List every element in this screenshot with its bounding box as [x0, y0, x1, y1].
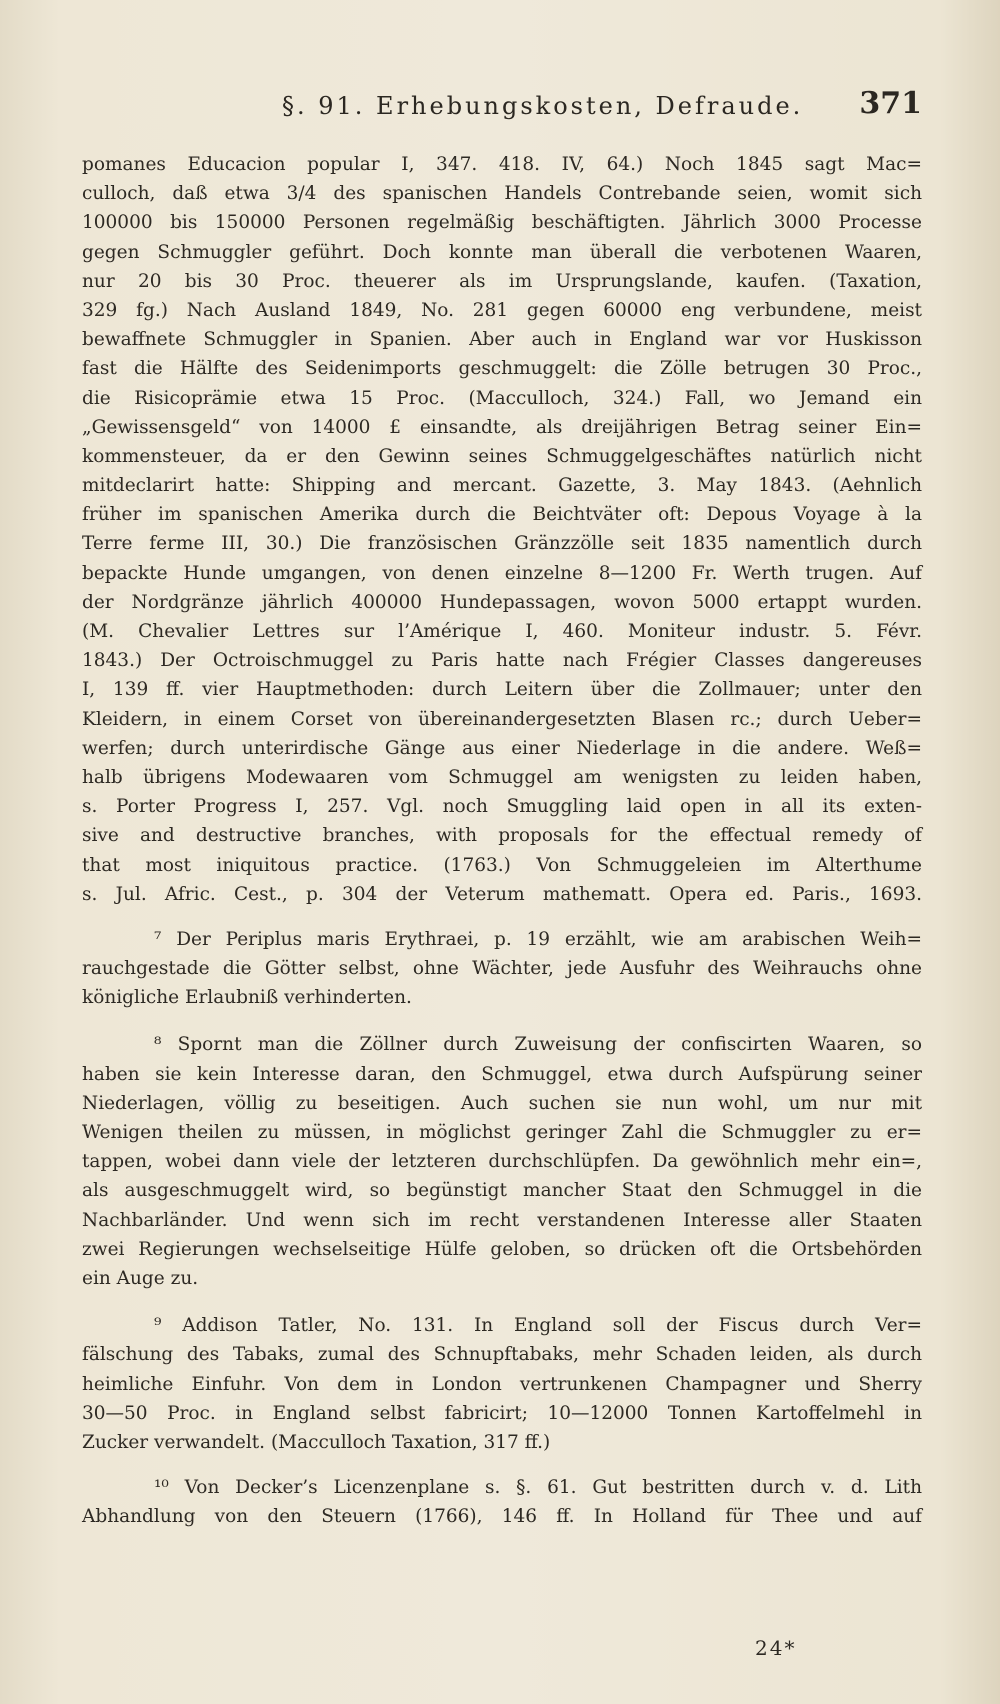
text-line: halb übrigens Modewaaren vom Schmuggel am wenigsten zu leiden haben, — [82, 766, 922, 788]
text-line: 100000 bis 150000 Personen regelmäßig beschäftigten. Jährlich 3000 Processe — [82, 212, 922, 234]
text-line: Wenigen theilen zu müssen, in möglichst geringer Zahl die Schmuggler zu er= — [82, 1122, 922, 1143]
text-line: nur 20 bis 30 Proc. theuerer als im Ursprungslande, kaufen. (Taxation, — [82, 270, 922, 292]
page-number: 371 — [859, 86, 922, 121]
text-line: gegen Schmuggler geführt. Doch konnte man überall die verbotenen Waaren, — [82, 241, 922, 263]
text-line: sive and destructive branches, with proposals for the effectual remedy of — [82, 825, 922, 847]
paragraph-continuation — [82, 150, 922, 909]
text-line: s. Jul. Afric. Cest., p. 304 der Veterum mathematt. Opera ed. Paris., 1693. — [82, 883, 922, 905]
text-line: zwei Regierungen wechselseitige Hülfe geloben, so drücken oft die Ortsbehörden — [82, 1238, 922, 1260]
text-line: bewaffnete Schmuggler in Spanien. Aber auch in England war vor Huskisson — [82, 329, 922, 351]
header-title: §. 91. Erhebungskosten, Defraude. — [282, 92, 804, 120]
text-line: werfen; durch unterirdische Gänge aus einer Niederlage in die andere. Weß= — [82, 737, 922, 759]
footnote-8 — [82, 1030, 922, 1293]
printer-signature-mark: 24* — [755, 1636, 797, 1660]
text-line: ein Auge zu. — [82, 1267, 199, 1289]
text-line: pomanes Educacion popular I, 347. 418. IV, 64.) Noch 1845 sagt Mac= — [82, 154, 922, 175]
text-line: fast die Hälfte des Seidenimports geschmuggelt: die Zölle betrugen 30 Proc., — [82, 358, 922, 380]
footnote-7 — [82, 925, 922, 1013]
text-line: mitdeclarirt hatte: Shipping and mercant. Gazette, 3. May 1843. (Aehnlich — [82, 475, 922, 497]
text-line: fälschung des Tabaks, zumal des Schnupftabaks, mehr Schaden leiden, als durch — [82, 1344, 922, 1366]
text-line: (M. Chevalier Lettres sur l’Amérique I, 460. Moniteur industr. 5. Févr. — [82, 621, 922, 642]
text-line: that most iniquitous practice. (1763.) Von Schmuggeleien im Alterthume — [82, 854, 922, 876]
text-line: Niederlagen, völlig zu beseitigen. Auch suchen sie nun wohl, um nur mit — [82, 1092, 922, 1114]
text-line: s. Porter Progress I, 257. Vgl. noch Smuggling laid open in all its exten- — [82, 796, 922, 818]
text-line: der Nordgränze jährlich 400000 Hundepassagen, wovon 5000 ertappt wurden. — [82, 591, 922, 613]
text-line: 1843.) Der Octroischmuggel zu Paris hatte nach Frégier Classes dangereuses — [82, 650, 922, 672]
text-line: Nachbarländer. Und wenn sich im recht verstandenen Interesse aller Staaten — [82, 1209, 922, 1231]
text-line: die Risicoprämie etwa 15 Proc. (Macculloch, 324.) Fall, wo Jemand ein — [82, 387, 922, 409]
text-line: rauchgestade die Götter selbst, ohne Wächter, jede Ausfuhr des Weihrauchs ohne — [82, 958, 922, 980]
text-line: „Gewissensgeld“ von 14000 £ einsandte, als dreijährigen Betrag seiner Ein= — [82, 416, 922, 438]
text-line: königliche Erlaubniß verhinderten. — [82, 987, 412, 1009]
footnote-10 — [82, 1473, 922, 1531]
text-line: ¹⁰ Von Decker’s Licenzenplane s. §. 61. Gut bestritten durch v. d. Lith — [154, 1477, 922, 1499]
text-line: tappen, wobei dann viele der letzteren durchschlüpfen. Da gewöhnlich mehr ein=, — [82, 1151, 922, 1173]
body-text — [82, 150, 922, 1531]
text-line: als ausgeschmuggelt wird, so begünstigt mancher Staat den Schmuggel in die — [82, 1180, 922, 1202]
text-line: ⁸ Spornt man die Zöllner durch Zuweisung der confiscirten Waaren, so — [154, 1034, 922, 1056]
text-line: früher im spanischen Amerika durch die Beichtväter oft: Depous Voyage à la — [82, 504, 922, 526]
text-line: bepackte Hunde umgangen, von denen einzelne 8—1200 Fr. Werth trugen. Auf — [82, 562, 922, 584]
text-line: Zucker verwandelt. (Macculloch Taxation, 317 ff.) — [82, 1431, 551, 1453]
footnote-9 — [82, 1311, 922, 1457]
text-line: heimliche Einfuhr. Von dem in London vertrunkenen Champagner und Sherry — [82, 1373, 922, 1395]
text-line: kommensteuer, da er den Gewinn seines Schmuggelgeschäftes natürlich nicht — [82, 445, 922, 467]
text-line: I, 139 ff. vier Hauptmethoden: durch Leitern über die Zollmauer; unter den — [82, 679, 922, 701]
text-line: ⁷ Der Periplus maris Erythraei, p. 19 erzählt, wie am arabischen Weih= — [154, 928, 922, 950]
text-line: 30—50 Proc. in England selbst fabricirt; 10—12000 Tonnen Kartoffelmehl in — [82, 1402, 922, 1424]
text-line: Terre ferme III, 30.) Die französischen Gränzzölle seit 1835 namentlich durch — [82, 533, 922, 555]
text-line: haben sie kein Interesse daran, den Schmuggel, etwa durch Aufspürung seiner — [82, 1063, 922, 1085]
text-line: Kleidern, in einem Corset von übereinandergesetzten Blasen rc.; durch Ueber= — [82, 708, 922, 730]
text-line: 329 fg.) Nach Ausland 1849, No. 281 gegen 60000 eng verbundene, meist — [82, 299, 922, 321]
text-line: culloch, daß etwa 3/4 des spanischen Handels Contrebande seien, womit sich — [82, 183, 922, 205]
text-line: Abhandlung von den Steuern (1766), 146 ff. In Holland für Thee und auf — [82, 1506, 922, 1528]
running-header — [82, 86, 922, 132]
text-line: ⁹ Addison Tatler, No. 131. In England soll der Fiscus durch Ver= — [154, 1315, 922, 1337]
